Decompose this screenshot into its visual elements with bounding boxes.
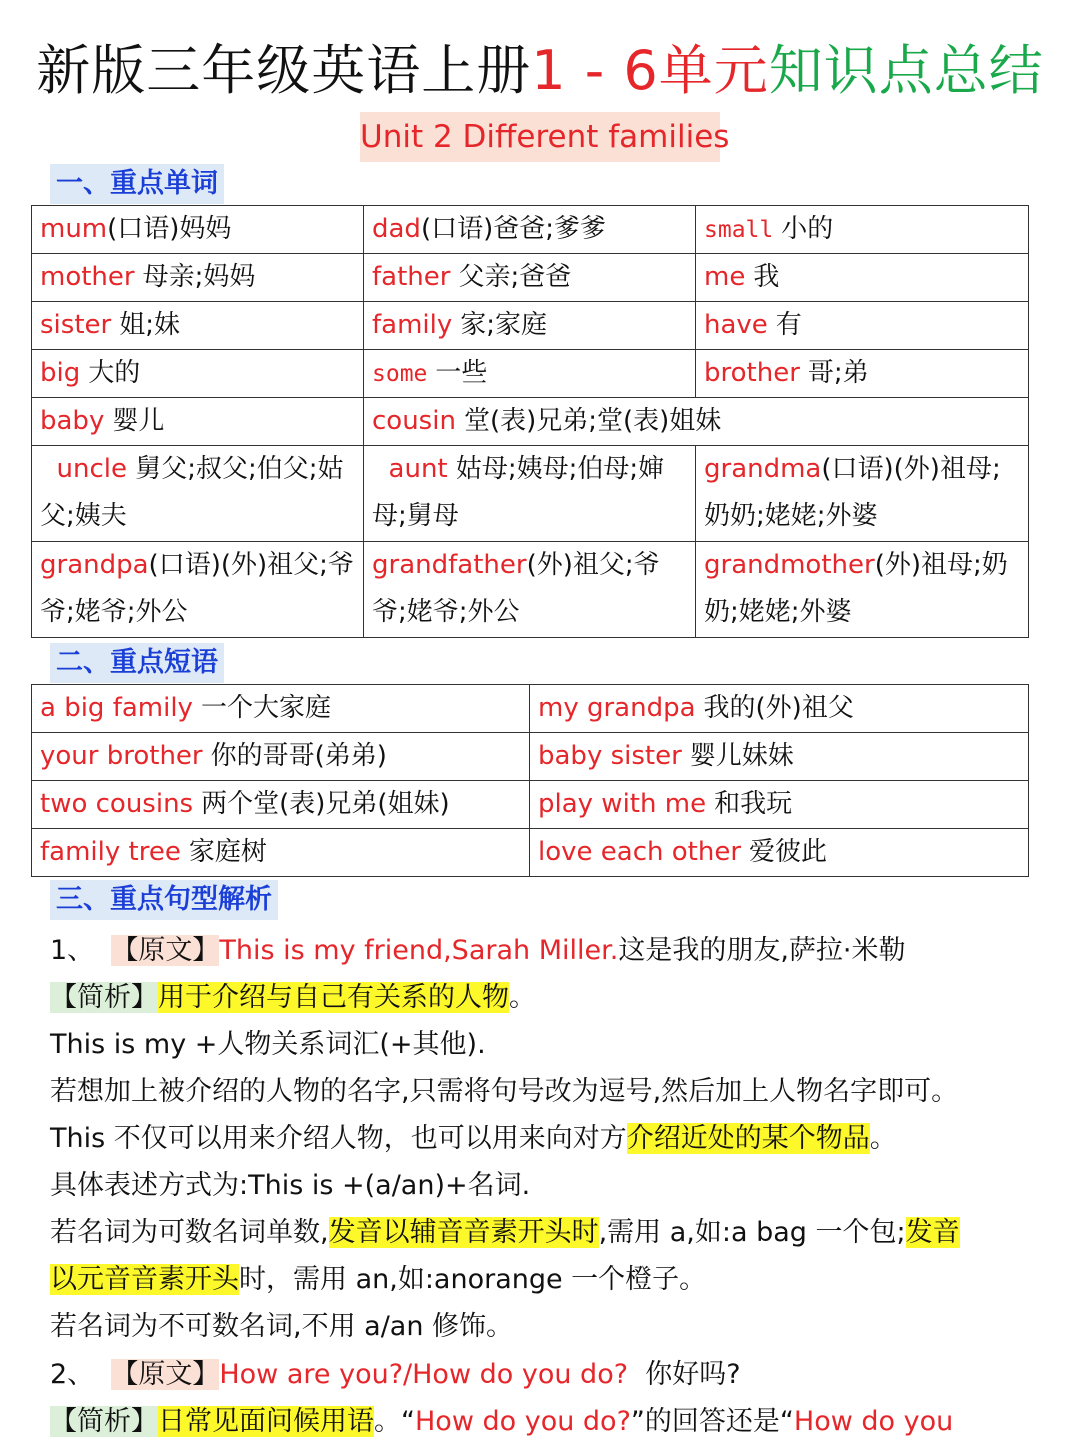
vocab-word: sister [40, 310, 112, 340]
vocab-word: grandfather [372, 550, 527, 580]
vocab-cell [32, 542, 364, 638]
vocab-cell [364, 350, 696, 398]
text-segment: 时，需用 an,如:anorange 一个橙子。 [239, 1264, 707, 1295]
vocab-word: mum [40, 214, 108, 244]
original-tag: 【原文】 [111, 935, 220, 966]
vocab-cell [32, 206, 364, 254]
vocab-word: brother [704, 358, 800, 388]
vocab-meaning: 小的 [781, 214, 834, 244]
section-vocab-heading: 一、重点单词 [50, 164, 224, 204]
vocab-cell [364, 446, 696, 542]
table-row [32, 254, 1029, 302]
highlight-segment: 发音以辅音音素开头时 [328, 1217, 599, 1248]
title-part-3: 知识点总结 [768, 39, 1044, 102]
vocab-meaning: 婴儿 [112, 406, 165, 436]
vocab-meaning: 哥;弟 [807, 358, 869, 388]
vocab-word: grandpa [40, 550, 149, 580]
vocab-meaning: (外)祖父;爷爷;姥爷;外公 [372, 550, 660, 627]
phrase-cell [32, 829, 530, 877]
phrase-cell [32, 781, 530, 829]
phrase-zh: 和我玩 [714, 789, 793, 819]
vocab-meaning: 有 [775, 310, 802, 340]
phrase-cell [32, 733, 530, 781]
text-segment: ”的回答还是“ [630, 1406, 794, 1437]
section-phrases-heading: 二、重点短语 [50, 643, 224, 683]
vocab-meaning: 父亲;爸爸 [458, 262, 572, 292]
sentence-number: 2、 [50, 1359, 95, 1390]
vocab-cell [696, 302, 1029, 350]
sentence-1-original [50, 928, 906, 967]
vocab-word: cousin [372, 406, 456, 436]
english-segment: How do you [793, 1406, 954, 1437]
vocab-word: small [704, 217, 774, 243]
vocab-meaning: (口语)(外)祖父;爷爷;姥爷;外公 [40, 550, 354, 627]
highlight-segment: 发音 [905, 1217, 960, 1248]
paragraph-line [50, 1116, 897, 1155]
vocab-cell [364, 542, 696, 638]
phrase-zh: 你的哥哥(弟弟) [210, 741, 387, 771]
phrase-en: baby sister [538, 741, 682, 771]
vocab-meaning: 姐;妹 [119, 310, 180, 340]
phrase-zh: 我的(外)祖父 [703, 693, 854, 723]
paragraph-line: This is my +人物关系词汇(+其他). [50, 1029, 486, 1060]
text-segment: This 不仅可以用来介绍人物，也可以用来向对方 [50, 1123, 627, 1154]
text-segment: 。 [869, 1123, 897, 1154]
vocab-word: grandmother [704, 550, 875, 580]
vocab-meaning: 我 [753, 262, 780, 292]
vocab-word: uncle [56, 454, 128, 484]
phrase-cell [530, 829, 1029, 877]
vocab-cell [364, 302, 696, 350]
table-row [32, 398, 1029, 446]
paragraph-line: 若名词为不可数名词,不用 a/an 修饰。 [50, 1311, 514, 1342]
phrase-zh: 婴儿妹妹 [689, 741, 794, 771]
vocab-cell [32, 398, 364, 446]
phrase-cell [530, 733, 1029, 781]
vocab-word: grandma [704, 454, 822, 484]
table-row [32, 206, 1029, 254]
sentence-2-original [50, 1352, 741, 1391]
paragraph-line: 具体表述方式为:This is +(a/an)+名词. [50, 1170, 531, 1201]
phrase-en: love each other [538, 837, 742, 867]
analysis-end: 。 [509, 982, 536, 1013]
vocab-cell [32, 254, 364, 302]
vocab-cell [32, 350, 364, 398]
table-row [32, 781, 1029, 829]
phrase-zh: 一个大家庭 [200, 693, 331, 723]
analysis-tag: 【简析】 [50, 1406, 158, 1437]
vocab-word: big [40, 358, 81, 388]
sentence-1-analysis [50, 975, 536, 1014]
paragraph-line: 若想加上被介绍的人物的名字,只需将句号改为逗号,然后加上人物名字即可。 [50, 1076, 959, 1107]
vocab-meaning: 家;家庭 [460, 310, 548, 340]
vocab-cell [696, 206, 1029, 254]
phrase-cell [530, 781, 1029, 829]
vocab-meaning: (口语)爸爸;爹爹 [420, 214, 607, 244]
sentence-chinese: 你好吗? [645, 1359, 741, 1390]
vocab-cell [696, 254, 1029, 302]
vocab-meaning: 大的 [88, 358, 141, 388]
highlight-segment: 以元音音素开头 [50, 1264, 239, 1295]
vocab-cell [696, 446, 1029, 542]
table-row [32, 733, 1029, 781]
table-row [32, 685, 1029, 733]
vocab-cell [32, 446, 364, 542]
text-segment: ,需用 a,如:a bag 一个包; [598, 1217, 906, 1248]
sentence-2-analysis [50, 1399, 953, 1438]
vocab-word: dad [372, 214, 421, 244]
table-row [32, 302, 1029, 350]
original-tag: 【原文】 [111, 1359, 220, 1390]
vocab-word: me [704, 262, 746, 292]
sentence-english: This is my friend,Sarah Miller. [219, 935, 619, 966]
vocab-meaning: (外)祖母;奶奶;姥姥;外婆 [704, 550, 1008, 627]
sentence-chinese: 这是我的朋友,萨拉·米勒 [618, 935, 906, 966]
sentence-number: 1、 [50, 935, 95, 966]
vocab-word: have [704, 310, 768, 340]
paragraph-line [50, 1210, 960, 1249]
vocab-word: baby [40, 406, 105, 436]
phrase-en: play with me [538, 789, 707, 819]
phrase-en: family tree [40, 837, 181, 867]
text-segment: 若名词为可数名词单数, [50, 1217, 329, 1248]
title-part-2: 1 - 6单元 [531, 39, 769, 102]
vocab-meaning: (口语)(外)祖母;奶奶;姥姥;外婆 [704, 454, 1001, 531]
phrase-en: two cousins [40, 789, 194, 819]
vocab-cell [364, 206, 696, 254]
title-part-1: 新版三年级英语上册 [36, 39, 532, 102]
vocab-word: family [372, 310, 453, 340]
phrase-en: your brother [40, 741, 203, 771]
analysis-highlight: 日常见面问候用语 [158, 1406, 374, 1437]
vocab-word: aunt [388, 454, 448, 484]
phrase-en: my grandpa [538, 693, 696, 723]
analysis-tag: 【简析】 [50, 982, 158, 1013]
phrase-en: a big family [40, 693, 193, 723]
phrases-table [31, 684, 1029, 877]
table-row [32, 350, 1029, 398]
text-segment: 。“ [374, 1406, 415, 1437]
vocab-meaning: 舅父;叔父;伯父;姑父;姨夫 [40, 454, 344, 531]
unit-heading: Unit 2 Different families [360, 112, 720, 162]
vocab-meaning: 一些 [435, 358, 488, 388]
vocab-word: mother [40, 262, 135, 292]
vocab-cell [364, 254, 696, 302]
table-row [32, 446, 1029, 542]
phrase-cell [32, 685, 530, 733]
vocab-cell [696, 542, 1029, 638]
phrase-zh: 爱彼此 [749, 837, 828, 867]
vocab-table [31, 205, 1029, 638]
paragraph-line [50, 1257, 706, 1296]
vocab-meaning: 姑母;姨母;伯母;婶母;舅母 [372, 454, 665, 531]
vocab-meaning: 堂(表)兄弟;堂(表)姐妹 [463, 406, 722, 436]
table-row [32, 542, 1029, 638]
vocab-cell [364, 398, 1029, 446]
sentence-english: How are you?/How do you do? [219, 1359, 629, 1390]
page-title [0, 28, 1080, 105]
phrase-zh: 家庭树 [188, 837, 267, 867]
vocab-cell [32, 302, 364, 350]
english-segment: How do you do? [415, 1406, 631, 1437]
vocab-meaning: (口语)妈妈 [107, 214, 232, 244]
highlight-segment: 介绍近处的某个物品 [626, 1123, 870, 1154]
vocab-word: father [372, 262, 451, 292]
analysis-highlight: 用于介绍与自己有关系的人物 [158, 982, 509, 1013]
vocab-cell [696, 350, 1029, 398]
phrase-cell [530, 685, 1029, 733]
vocab-meaning: 母亲;妈妈 [142, 262, 256, 292]
phrase-zh: 两个堂(表)兄弟(姐妹) [201, 789, 450, 819]
table-row [32, 829, 1029, 877]
vocab-word: some [372, 361, 428, 387]
section-sentences-heading: 三、重点句型解析 [50, 880, 278, 920]
